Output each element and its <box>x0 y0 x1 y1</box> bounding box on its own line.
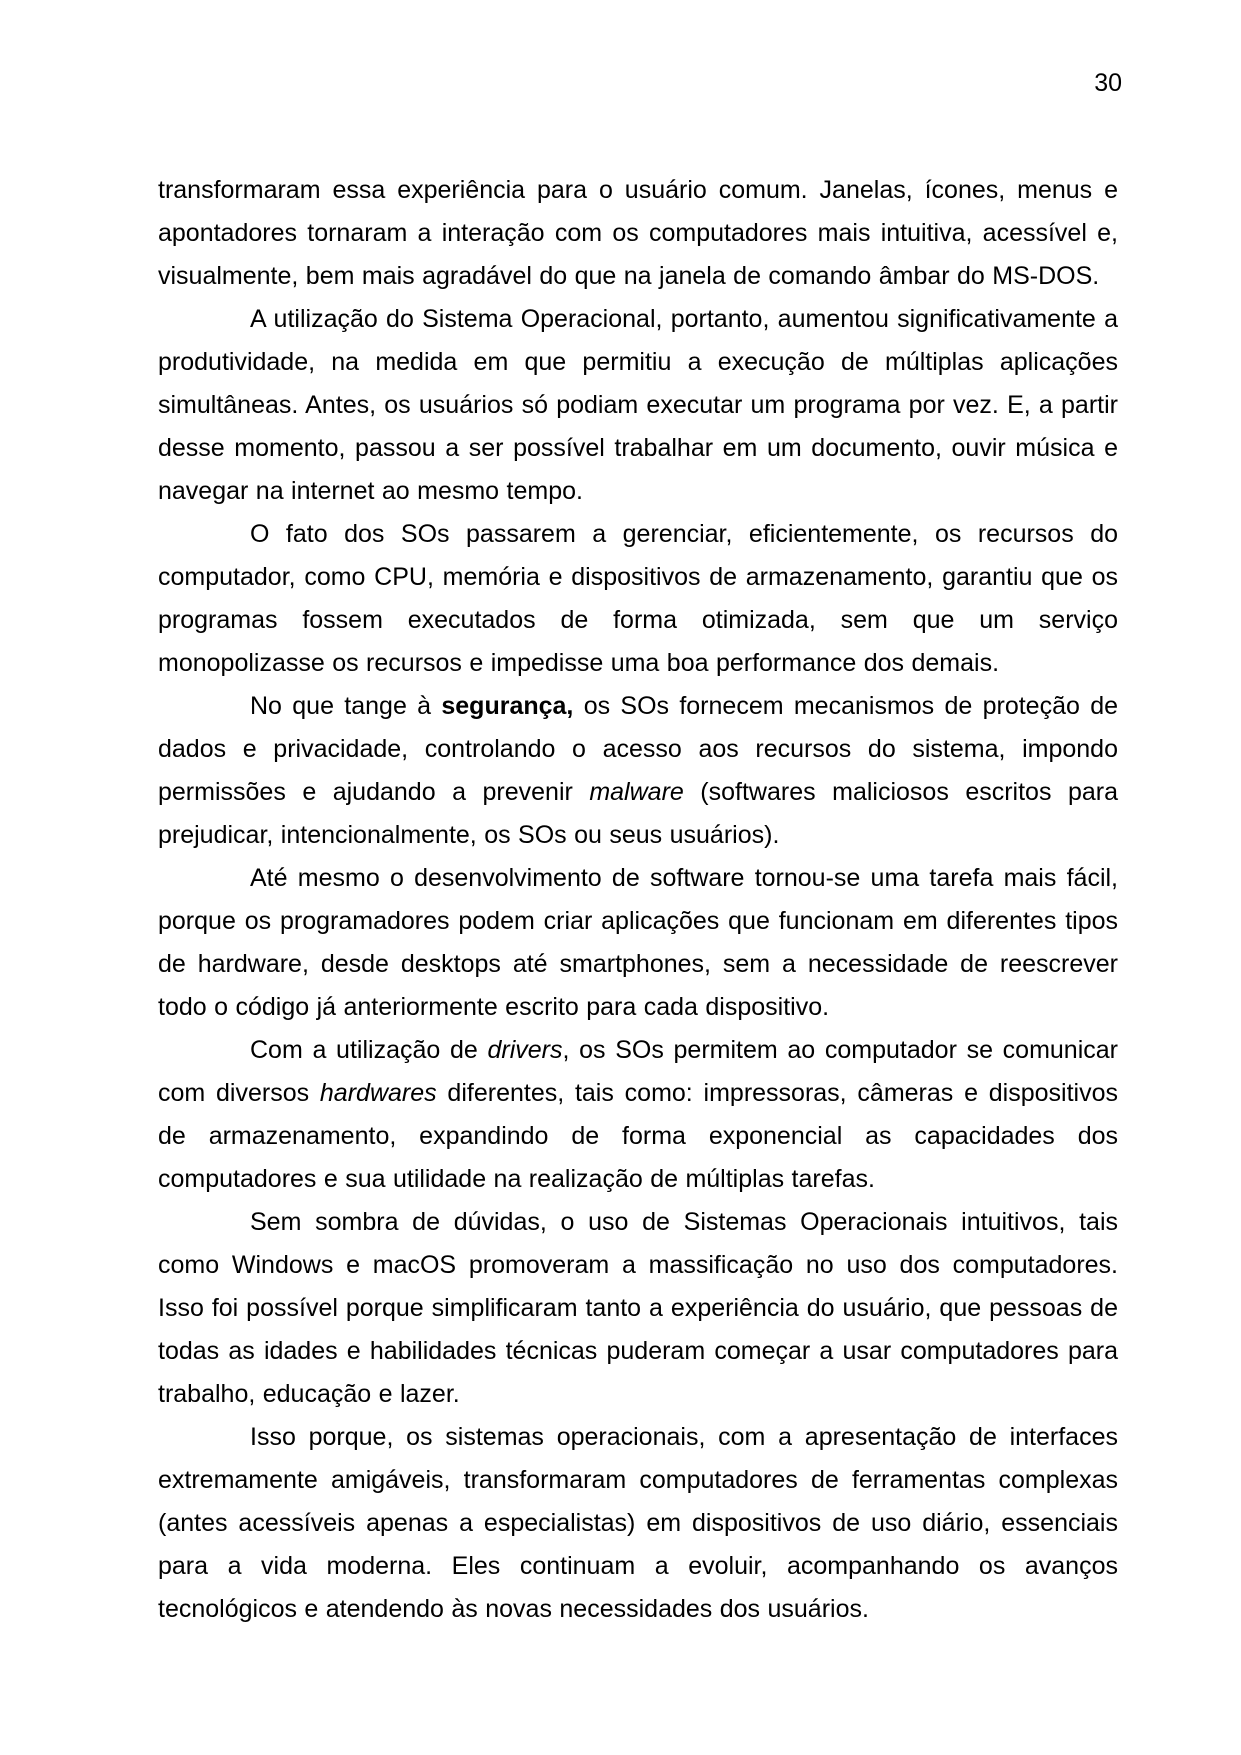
paragraph <box>158 1029 1118 1201</box>
text-run-italic: hardwares <box>319 1079 437 1107</box>
text-run-normal: Isso porque, os sistemas operacionais, com a apresentação de interfaces extremamente amigáveis, transformaram computadores de ferramentas complexas (antes acessíveis apenas a especialistas) em dispositivos de uso diário, essenciais para a vida moderna. Eles continuam a evoluir, acompanhando os avanços tecnológicos e atendendo às novas necessidades dos usuários. <box>158 1423 1118 1623</box>
paragraph <box>158 298 1118 513</box>
text-run-normal: Sem sombra de dúvidas, o uso de Sistemas Operacionais intuitivos, tais como Windows e macOS promoveram a massificação no uso dos computadores. Isso foi possível porque simplificaram tanto a experiência do usuário, que pessoas de todas as idades e habilidades técnicas puderam começar a usar computadores para trabalho, educação e lazer. <box>158 1208 1118 1408</box>
paragraph <box>158 513 1118 685</box>
paragraph <box>158 169 1118 298</box>
text-run-normal: Até mesmo o desenvolvimento de software tornou-se uma tarefa mais fácil, porque os programadores podem criar aplicações que funcionam em diferentes tipos de hardware, desde desktops até smartphones, sem a necessidade de reescrever todo o código já anteriormente escrito para cada dispositivo. <box>158 864 1118 1021</box>
text-run-normal: A utilização do Sistema Operacional, portanto, aumentou significativamente a produtividade, na medida em que permitiu a execução de múltiplas aplicações simultâneas. Antes, os usuários só podiam executar um programa por vez. E, a partir desse momento, passou a ser possível trabalhar em um documento, ouvir música e navegar na internet ao mesmo tempo. <box>158 305 1118 505</box>
text-run-normal: Com a utilização de <box>250 1036 488 1064</box>
page-number: 30 <box>1094 69 1122 97</box>
text-run-normal: , os SOs permitem ao computador se comunicar com diversos <box>158 1036 1118 1107</box>
text-run-normal: No que tange à <box>250 692 442 720</box>
text-run-bold: segurança, <box>441 692 574 720</box>
text-run-normal: (softwares maliciosos escritos para prejudicar, intencionalmente, os SOs ou seus usuários). <box>158 778 1118 849</box>
paragraph <box>158 1201 1118 1416</box>
text-run-italic: malware <box>589 778 684 806</box>
document-body-text <box>158 169 1118 1631</box>
text-run-normal: diferentes, tais como: impressoras, câmeras e dispositivos de armazenamento, expandindo de forma exponencial as capacidades dos computadores e sua utilidade na realização de múltiplas tarefas. <box>158 1079 1118 1193</box>
text-run-normal: os SOs fornecem mecanismos de proteção de dados e privacidade, controlando o acesso aos recursos do sistema, impondo permissões e ajudando a prevenir <box>158 692 1118 806</box>
text-run-normal: transformaram essa experiência para o usuário comum. Janelas, ícones, menus e apontadores tornaram a interação com os computadores mais intuitiva, acessível e, visualmente, bem mais agradável do que na janela de comando âmbar do MS-DOS. <box>158 176 1118 290</box>
paragraph <box>158 1416 1118 1631</box>
paragraph <box>158 857 1118 1029</box>
text-run-italic: drivers <box>487 1036 563 1064</box>
text-run-normal: O fato dos SOs passarem a gerenciar, eficientemente, os recursos do computador, como CPU, memória e dispositivos de armazenamento, garantiu que os programas fossem executados de forma otimizada, sem que um serviço monopolizasse os recursos e impedisse uma boa performance dos demais. <box>158 520 1118 677</box>
paragraph <box>158 685 1118 857</box>
